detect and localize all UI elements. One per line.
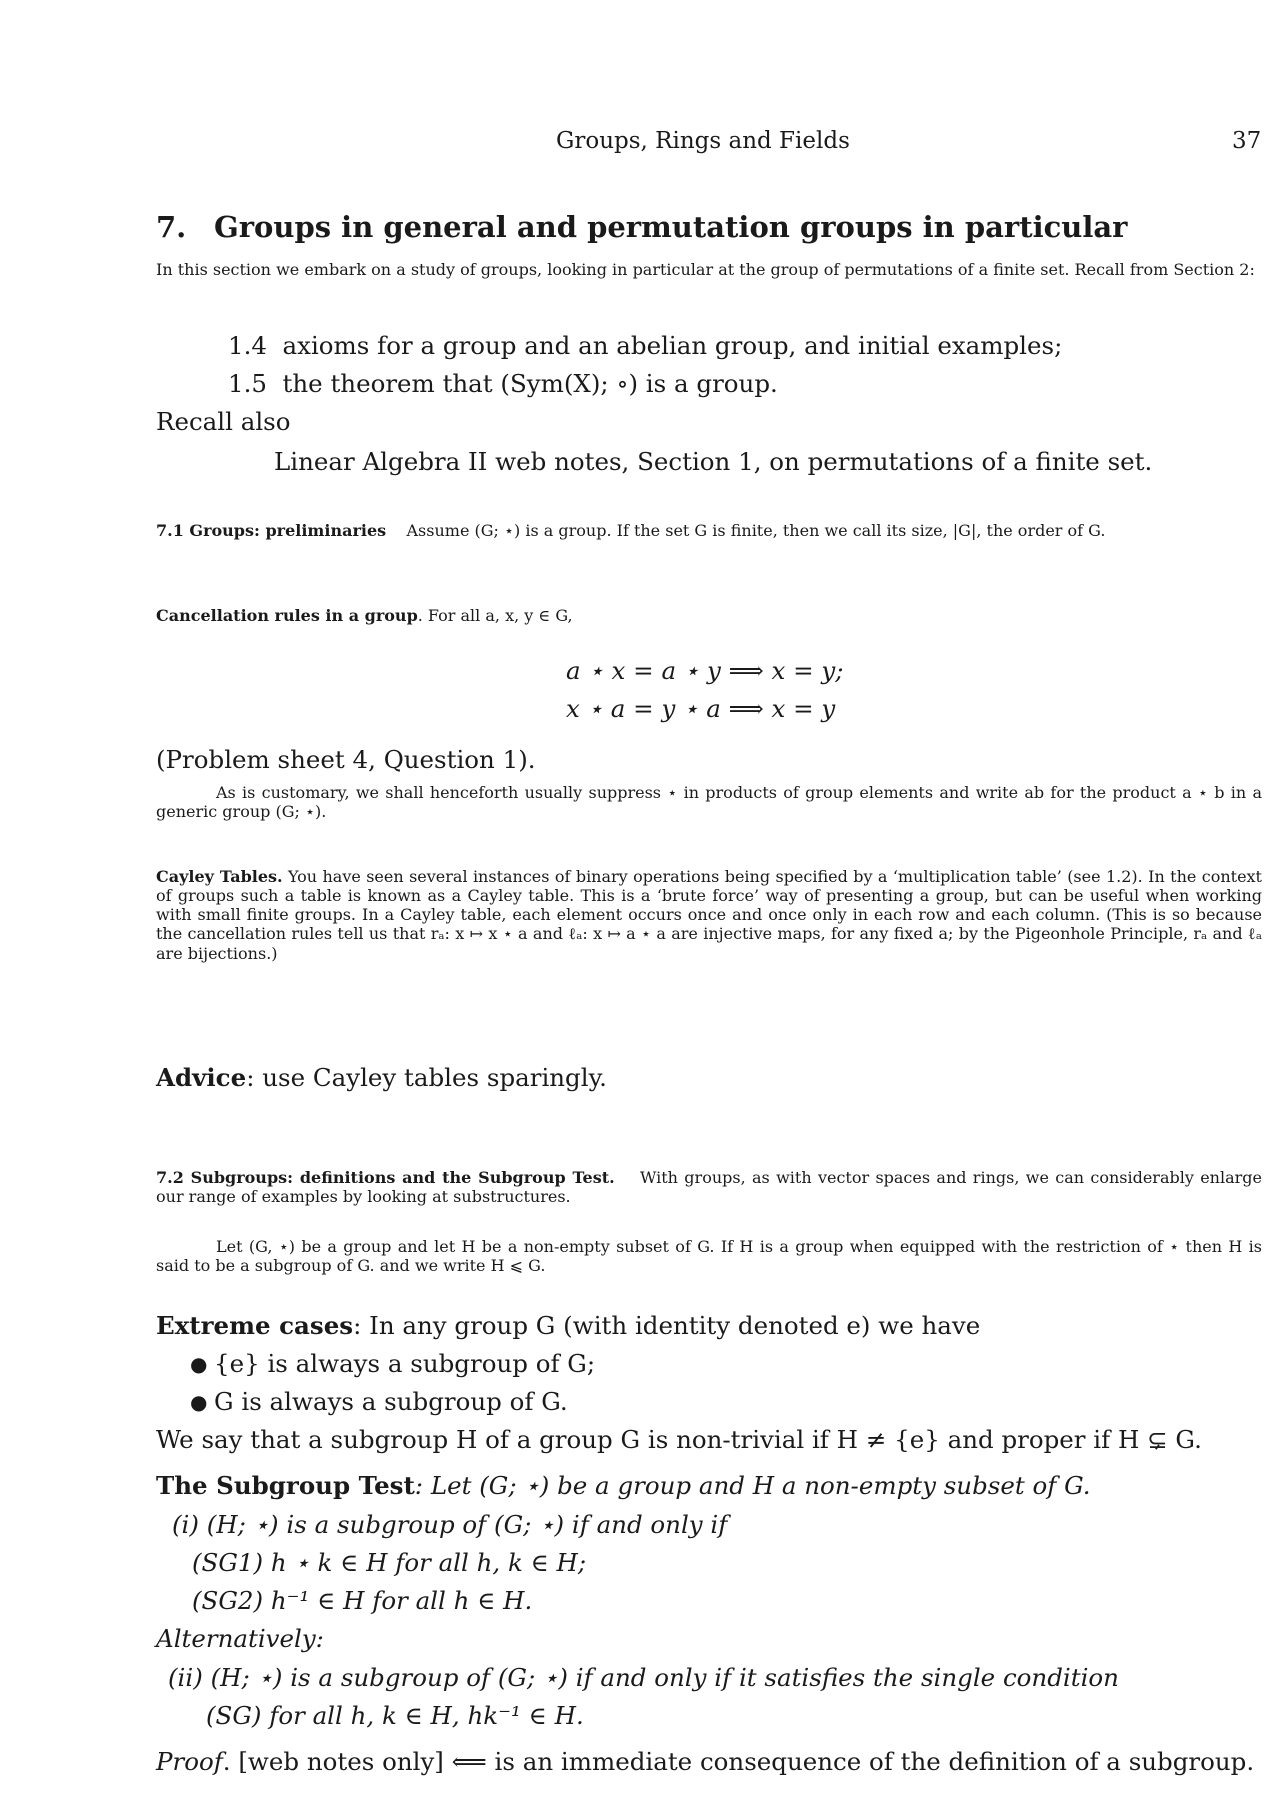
page-number: 37 [1232, 128, 1262, 154]
cayley-heading: Cayley Tables. [156, 867, 283, 886]
alternatively: Alternatively: [156, 1624, 324, 1653]
condition-sg: (SG) for all h, k ∈ H, hk⁻¹ ∈ H. [206, 1701, 584, 1730]
cayley-text: You have seen several instances of binary operations being specified by a ‘multiplication table’ (see 1.2). In the context of groups such a table is known as a Cayley table. This is a ‘brute force’ way of presenting a group, but can be useful when working with small finite groups. In a Cayley table, each element occurs once and once only in each row and each column. (This is so because the cancellation rules tell us that rₐ: x ↦ x ⋆ a and ℓₐ: x ↦ a ⋆ a are injective maps, for any fixed a; by the Pigeonhole Principle, rₐ and ℓₐ are bijections.) [156, 867, 1262, 963]
condition-sg1: (SG1) h ⋆ k ∈ H for all h, k ∈ H; [192, 1548, 587, 1577]
list-item [228, 369, 778, 398]
list-item-text: the theorem that (Sym(X); ∘) is a group. [282, 369, 778, 398]
subsection-text: With groups, as with vector spaces and rings, we can considerably enlarge our range of examples by looking at substructures. [156, 1168, 1262, 1206]
test-text: : Let (G; ⋆) be a group and H a non-empty subset of G. [414, 1471, 1091, 1500]
extreme-label: Extreme cases [156, 1311, 354, 1340]
proof-label: Proof [156, 1747, 223, 1776]
customary-paragraph: As is customary, we shall henceforth usually suppress ⋆ in products of group elements and write ab for the product a ⋆ b in a generic group (G; ⋆). [156, 783, 1262, 821]
subgroup-test [156, 1471, 1091, 1500]
advice-line [156, 1063, 607, 1092]
extreme-cases [156, 1311, 980, 1340]
list-item [228, 331, 1062, 360]
advice-text: : use Cayley tables sparingly. [246, 1063, 607, 1092]
subsection-heading: 7.2 Subgroups: definitions and the Subgroup Test. [156, 1168, 615, 1187]
section-heading: Groups in general and permutation groups in particular [214, 210, 1128, 244]
advice-label: Advice [156, 1063, 247, 1092]
bullet-icon: ● [190, 1390, 208, 1414]
recall-also: Recall also [156, 407, 291, 436]
proof-text: . [web notes only] ⟸ is an immediate consequence of the definition of a subgroup. [222, 1747, 1255, 1776]
condition-sg2: (SG2) h⁻¹ ∈ H for all h ∈ H. [192, 1586, 533, 1615]
subsection-7-2 [156, 1168, 1262, 1206]
test-label: The Subgroup Test [156, 1471, 415, 1500]
cancellation-paragraph [156, 606, 1262, 625]
test-part-ii: (ii) (H; ⋆) is a subgroup of (G; ⋆) if and only if it satisfies the single condition [168, 1663, 1119, 1692]
equation-2: x ⋆ a = y ⋆ a ⟹ x = y [566, 694, 836, 723]
intro-paragraph: In this section we embark on a study of groups, looking in particular at the group of permutations of a finite set. Recall from Section 2: [156, 260, 1255, 279]
section-number: 7. [156, 210, 187, 244]
cancellation-heading: Cancellation rules in a group [156, 606, 418, 625]
bullet-icon: ● [190, 1352, 208, 1376]
cancellation-intro: . For all a, x, y ∈ G, [417, 606, 573, 625]
proof-line [156, 1747, 1254, 1776]
cayley-paragraph [156, 867, 1262, 963]
extreme-text: : In any group G (with identity denoted e) we have [353, 1311, 981, 1340]
bullet-item: G is always a subgroup of G. [214, 1387, 568, 1416]
subgroup-definition: Let (G, ⋆) be a group and let H be a non-empty subset of G. If H is a group when equipped with the restriction of ⋆ then H is said to be a subgroup of G. and we write H ⩽ G. [156, 1237, 1262, 1275]
reference-line: Linear Algebra II web notes, Section 1, on permutations of a finite set. [274, 447, 1153, 476]
subsection-7-1 [156, 521, 1262, 540]
running-title: Groups, Rings and Fields [556, 128, 850, 154]
subsection-text: Assume (G; ⋆) is a group. If the set G is finite, then we call its size, |G|, the order of G. [406, 521, 1106, 540]
equation-1: a ⋆ x = a ⋆ y ⟹ x = y; [566, 656, 844, 685]
bullet-item: {e} is always a subgroup of G; [214, 1349, 596, 1378]
subsection-heading: 7.1 Groups: preliminaries [156, 521, 387, 540]
list-item-text: axioms for a group and an abelian group, and initial examples; [282, 331, 1063, 360]
section-title [156, 210, 1127, 244]
nontrivial-line: We say that a subgroup H of a group G is non-trivial if H ≠ {e} and proper if H ⊊ G. [156, 1425, 1202, 1454]
list-item-number: 1.5 [228, 369, 267, 398]
list-item-number: 1.4 [228, 331, 267, 360]
problem-ref: (Problem sheet 4, Question 1). [156, 745, 536, 774]
test-part-i: (i) (H; ⋆) is a subgroup of (G; ⋆) if and only if [172, 1510, 728, 1539]
